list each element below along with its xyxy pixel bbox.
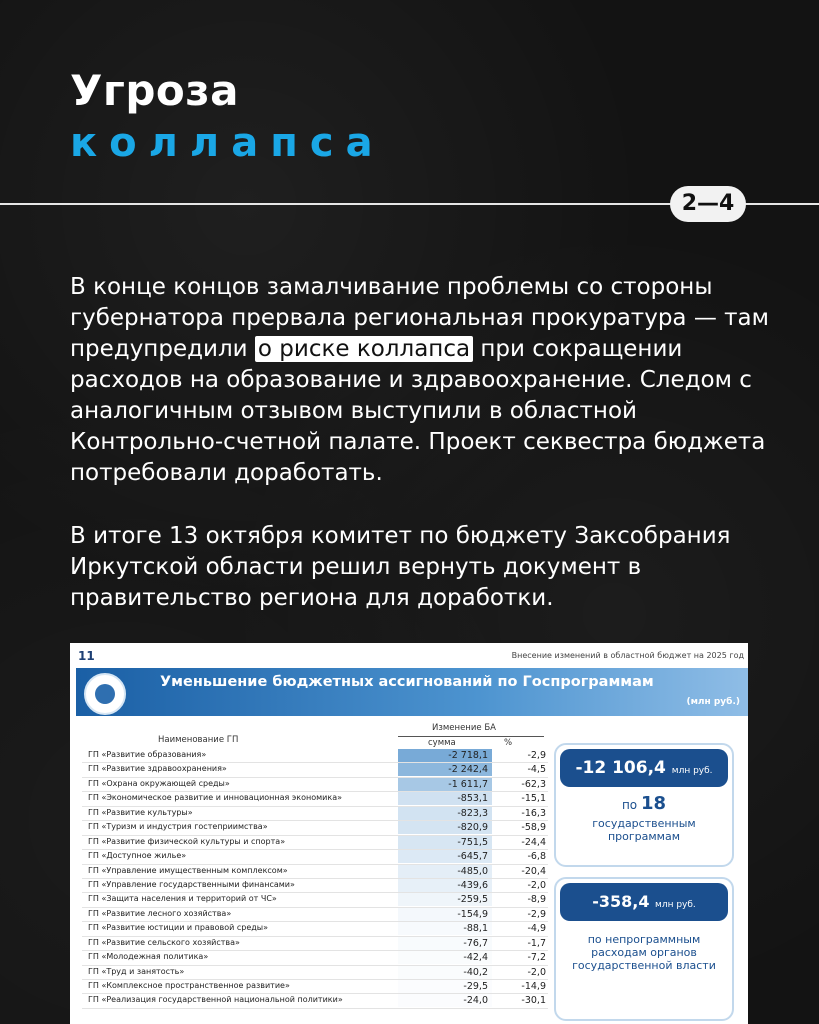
slide-title: Уменьшение бюджетных ассигнований по Госпрограммам: [160, 674, 654, 690]
program-percent: -7,2: [527, 952, 546, 964]
slide-number: 11: [78, 649, 95, 663]
non-program-text: по непрограммным расходам органов государственной власти: [572, 933, 716, 972]
page-indicator: 2—4: [670, 186, 746, 222]
total-programs-unit: млн руб.: [671, 766, 713, 776]
program-sum: -24,0: [398, 994, 492, 1007]
program-name: ГП «Доступное жилье»: [88, 851, 187, 861]
program-name: ГП «Охрана окружающей среды»: [88, 778, 230, 788]
total-programs-badge: [560, 749, 728, 787]
table-row: [82, 893, 548, 907]
program-sum: -76,7: [398, 937, 492, 950]
table-row: [82, 821, 548, 835]
budget-slide-image: [70, 643, 748, 1024]
slide-banner: [76, 668, 748, 716]
highlighted-phrase: о риске коллапса: [255, 336, 473, 362]
paragraph-1-start: В конце концов замалчивание проблемы со стороны губернатора прервала региональная прокуратура — там предупредили: [70, 274, 769, 362]
table-row: [82, 994, 548, 1008]
program-sum: -645,7: [398, 850, 492, 863]
program-name: ГП «Туризм и индустрия гостеприимства»: [88, 822, 268, 832]
program-sum: -40,2: [398, 966, 492, 979]
table-row: [82, 908, 548, 922]
slide-top-caption: Внесение изменений в областной бюджет на 2025 год: [511, 651, 744, 660]
program-sum: -823,3: [398, 807, 492, 820]
program-sum: -154,9: [398, 908, 492, 921]
program-count-value: 18: [640, 793, 667, 814]
table-row: [82, 850, 548, 864]
table-row: [82, 951, 548, 965]
program-name: ГП «Развитие физической культуры и спорта»: [88, 836, 286, 846]
program-name: ГП «Развитие культуры»: [88, 807, 193, 817]
program-name: ГП «Развитие сельского хозяйства»: [88, 937, 240, 947]
program-percent: -2,0: [527, 879, 546, 891]
program-sum: -485,0: [398, 865, 492, 878]
program-percent: -2,9: [527, 750, 546, 761]
program-percent: -4,5: [527, 764, 546, 776]
program-table: [82, 749, 548, 1009]
program-percent: -58,9: [521, 822, 546, 834]
emblem-icon: [84, 673, 126, 715]
slide-unit: (млн руб.): [686, 697, 740, 707]
program-percent: -24,4: [521, 836, 546, 848]
program-name: ГП «Развитие юстиции и правовой среды»: [88, 923, 268, 933]
table-row: [82, 836, 548, 850]
table-row: [82, 922, 548, 936]
program-sum: -751,5: [398, 836, 492, 849]
program-sum: -29,5: [398, 980, 492, 993]
program-sum: -2 242,4: [398, 763, 492, 776]
program-name: ГП «Комплексное пространственное развитие»: [88, 981, 290, 990]
non-program-value: -358,4: [592, 892, 650, 911]
program-sum: -88,1: [398, 922, 492, 935]
program-sum: -820,9: [398, 821, 492, 834]
program-percent: -6,8: [527, 851, 546, 863]
program-name: ГП «Труд и занятость»: [88, 966, 185, 976]
program-percent: -2,0: [527, 966, 546, 978]
program-percent: -4,9: [527, 923, 546, 935]
total-programs-value: -12 106,4: [575, 758, 666, 778]
table-row: [82, 792, 548, 806]
program-sum: -42,4: [398, 951, 492, 964]
table-row: [82, 980, 548, 994]
program-name: ГП «Молодежная политика»: [88, 952, 209, 962]
program-sum: -1 611,7: [398, 778, 492, 791]
program-percent: -16,3: [521, 807, 546, 819]
table-row: [82, 778, 548, 792]
program-name: ГП «Экономическое развитие и инновационная экономика»: [88, 793, 342, 803]
program-count: [556, 793, 732, 814]
paragraph-2: В итоге 13 октября комитет по бюджету Заксобрания Иркутской области решил вернуть документ в правительство региона для доработки.: [70, 523, 731, 611]
program-name: ГП «Развитие образования»: [88, 750, 207, 759]
table-row: [82, 807, 548, 821]
paragraph-1: [70, 272, 770, 489]
program-name: ГП «Управление имущественным комплексом»: [88, 865, 288, 875]
table-row: [82, 966, 548, 980]
program-sum: -259,5: [398, 893, 492, 906]
program-name: ГП «Развитие лесного хозяйства»: [88, 908, 232, 918]
program-percent: -1,7: [527, 937, 546, 949]
program-count-prefix: по: [621, 798, 638, 812]
title-line-1: Угроза: [70, 66, 239, 115]
column-header-percent: %: [504, 738, 513, 748]
total-programs-box: [554, 743, 734, 867]
program-name: ГП «Управление государственными финансами»: [88, 879, 295, 889]
table-row: [82, 879, 548, 893]
total-programs-text: государственным программам: [592, 817, 696, 843]
non-program-unit: млн руб.: [655, 900, 696, 910]
column-header-sum: сумма: [428, 738, 456, 748]
program-percent: -20,4: [521, 865, 546, 877]
program-name: ГП «Развитие здравоохранения»: [88, 764, 227, 774]
program-sum: -853,1: [398, 792, 492, 805]
program-sum: -2 718,1: [398, 749, 492, 762]
program-percent: -15,1: [521, 793, 546, 805]
program-name: ГП «Защита населения и территорий от ЧС»: [88, 894, 277, 904]
program-percent: -2,9: [527, 908, 546, 920]
program-sum: -439,6: [398, 879, 492, 892]
program-percent: -14,9: [521, 981, 546, 992]
header-underline: [398, 736, 544, 737]
program-name: ГП «Реализация государственной национальной политики»: [88, 995, 343, 1005]
table-row: [82, 763, 548, 777]
program-percent: -8,9: [527, 894, 546, 906]
paragraph-1-end: при сокращении расходов на образование и здравоохранение. Следом с аналогичным отзывом выступили в областной Контрольно-счетной палате. Проект секвестра бюджета потребовали доработать.: [70, 336, 766, 486]
non-program-box: [554, 877, 734, 1021]
table-row: [82, 749, 548, 763]
table-row: [82, 937, 548, 951]
column-header-name: Наименование ГП: [158, 735, 239, 745]
title-line-2: коллапса: [70, 120, 385, 166]
table-row: [82, 865, 548, 879]
column-header-change: Изменение БА: [432, 723, 496, 733]
non-program-badge: [560, 883, 728, 921]
program-percent: -30,1: [521, 995, 546, 1007]
program-percent: -62,3: [521, 778, 546, 790]
